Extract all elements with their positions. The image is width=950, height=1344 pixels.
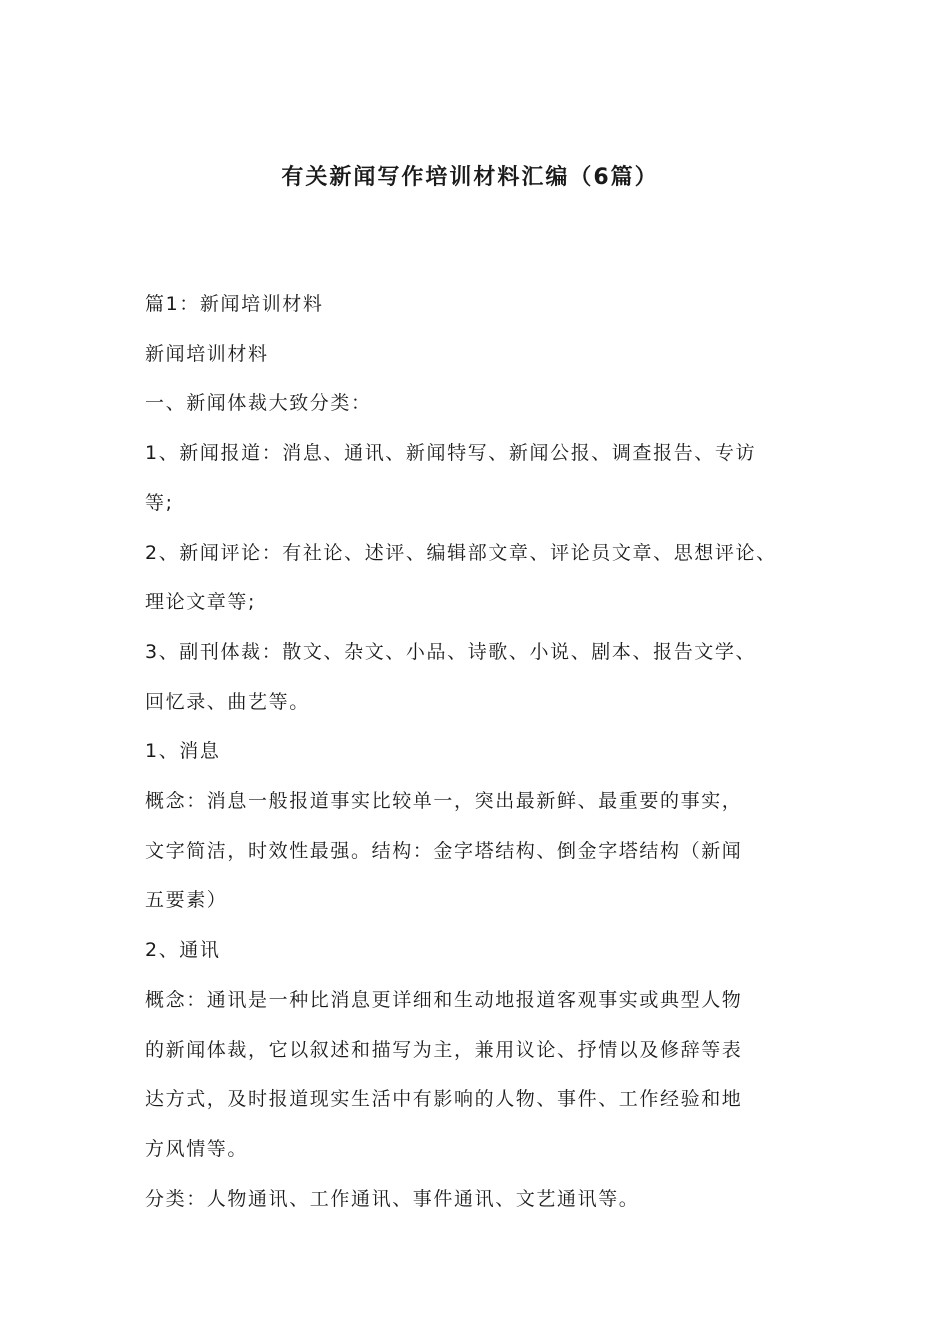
paragraph	[145, 976, 825, 1175]
text-line: 篇1：新闻培训材料	[145, 293, 324, 315]
paragraph	[145, 628, 825, 727]
paragraph	[145, 379, 825, 429]
paragraph	[145, 529, 825, 628]
text-line: 2、新闻评论：有社论、述评、编辑部文章、评论员文章、思想评论、	[145, 541, 777, 564]
paragraph	[145, 330, 825, 380]
paragraph	[145, 1175, 825, 1225]
paragraph	[145, 280, 825, 330]
text-line: 达方式，及时报道现实生活中有影响的人物、事件、工作经验和地	[145, 1088, 743, 1111]
paragraph	[145, 777, 825, 926]
text-line: 2、通讯	[145, 939, 221, 962]
document-body	[145, 280, 825, 1224]
document-title: 有关新闻写作培训材料汇编（6篇）	[281, 165, 659, 190]
text-line: 一、新闻体裁大致分类：	[145, 392, 372, 415]
text-line: 分类：人物通讯、工作通讯、事件通讯、文艺通讯等。	[145, 1187, 640, 1210]
text-line: 五要素）	[145, 889, 228, 912]
text-line: 回忆录、曲艺等。	[145, 690, 310, 713]
text-line: 3、副刊体裁：散文、杂文、小品、诗歌、小说、剧本、报告文学、	[145, 640, 757, 663]
paragraph	[145, 727, 825, 777]
text-line: 理论文章等;	[145, 591, 257, 614]
text-line: 概念：消息一般报道事实比较单一，突出最新鲜、最重要的事实，	[145, 790, 743, 813]
text-line: 概念：通讯是一种比消息更详细和生动地报道客观事实或典型人物	[145, 988, 743, 1011]
text-line: 1、消息	[145, 740, 221, 763]
text-line: 等;	[145, 491, 174, 514]
text-line: 的新闻体裁，它以叙述和描写为主，兼用议论、抒情以及修辞等表	[145, 1038, 743, 1061]
text-line: 文字简洁，时效性最强。结构：金字塔结构、倒金字塔结构（新闻	[145, 839, 743, 862]
paragraph	[145, 926, 825, 976]
paragraph	[145, 429, 825, 528]
text-line: 方风情等。	[145, 1137, 249, 1160]
text-line: 1、新闻报道：消息、通讯、新闻特写、新闻公报、调查报告、专访	[145, 442, 757, 465]
text-line: 新闻培训材料	[145, 342, 269, 365]
